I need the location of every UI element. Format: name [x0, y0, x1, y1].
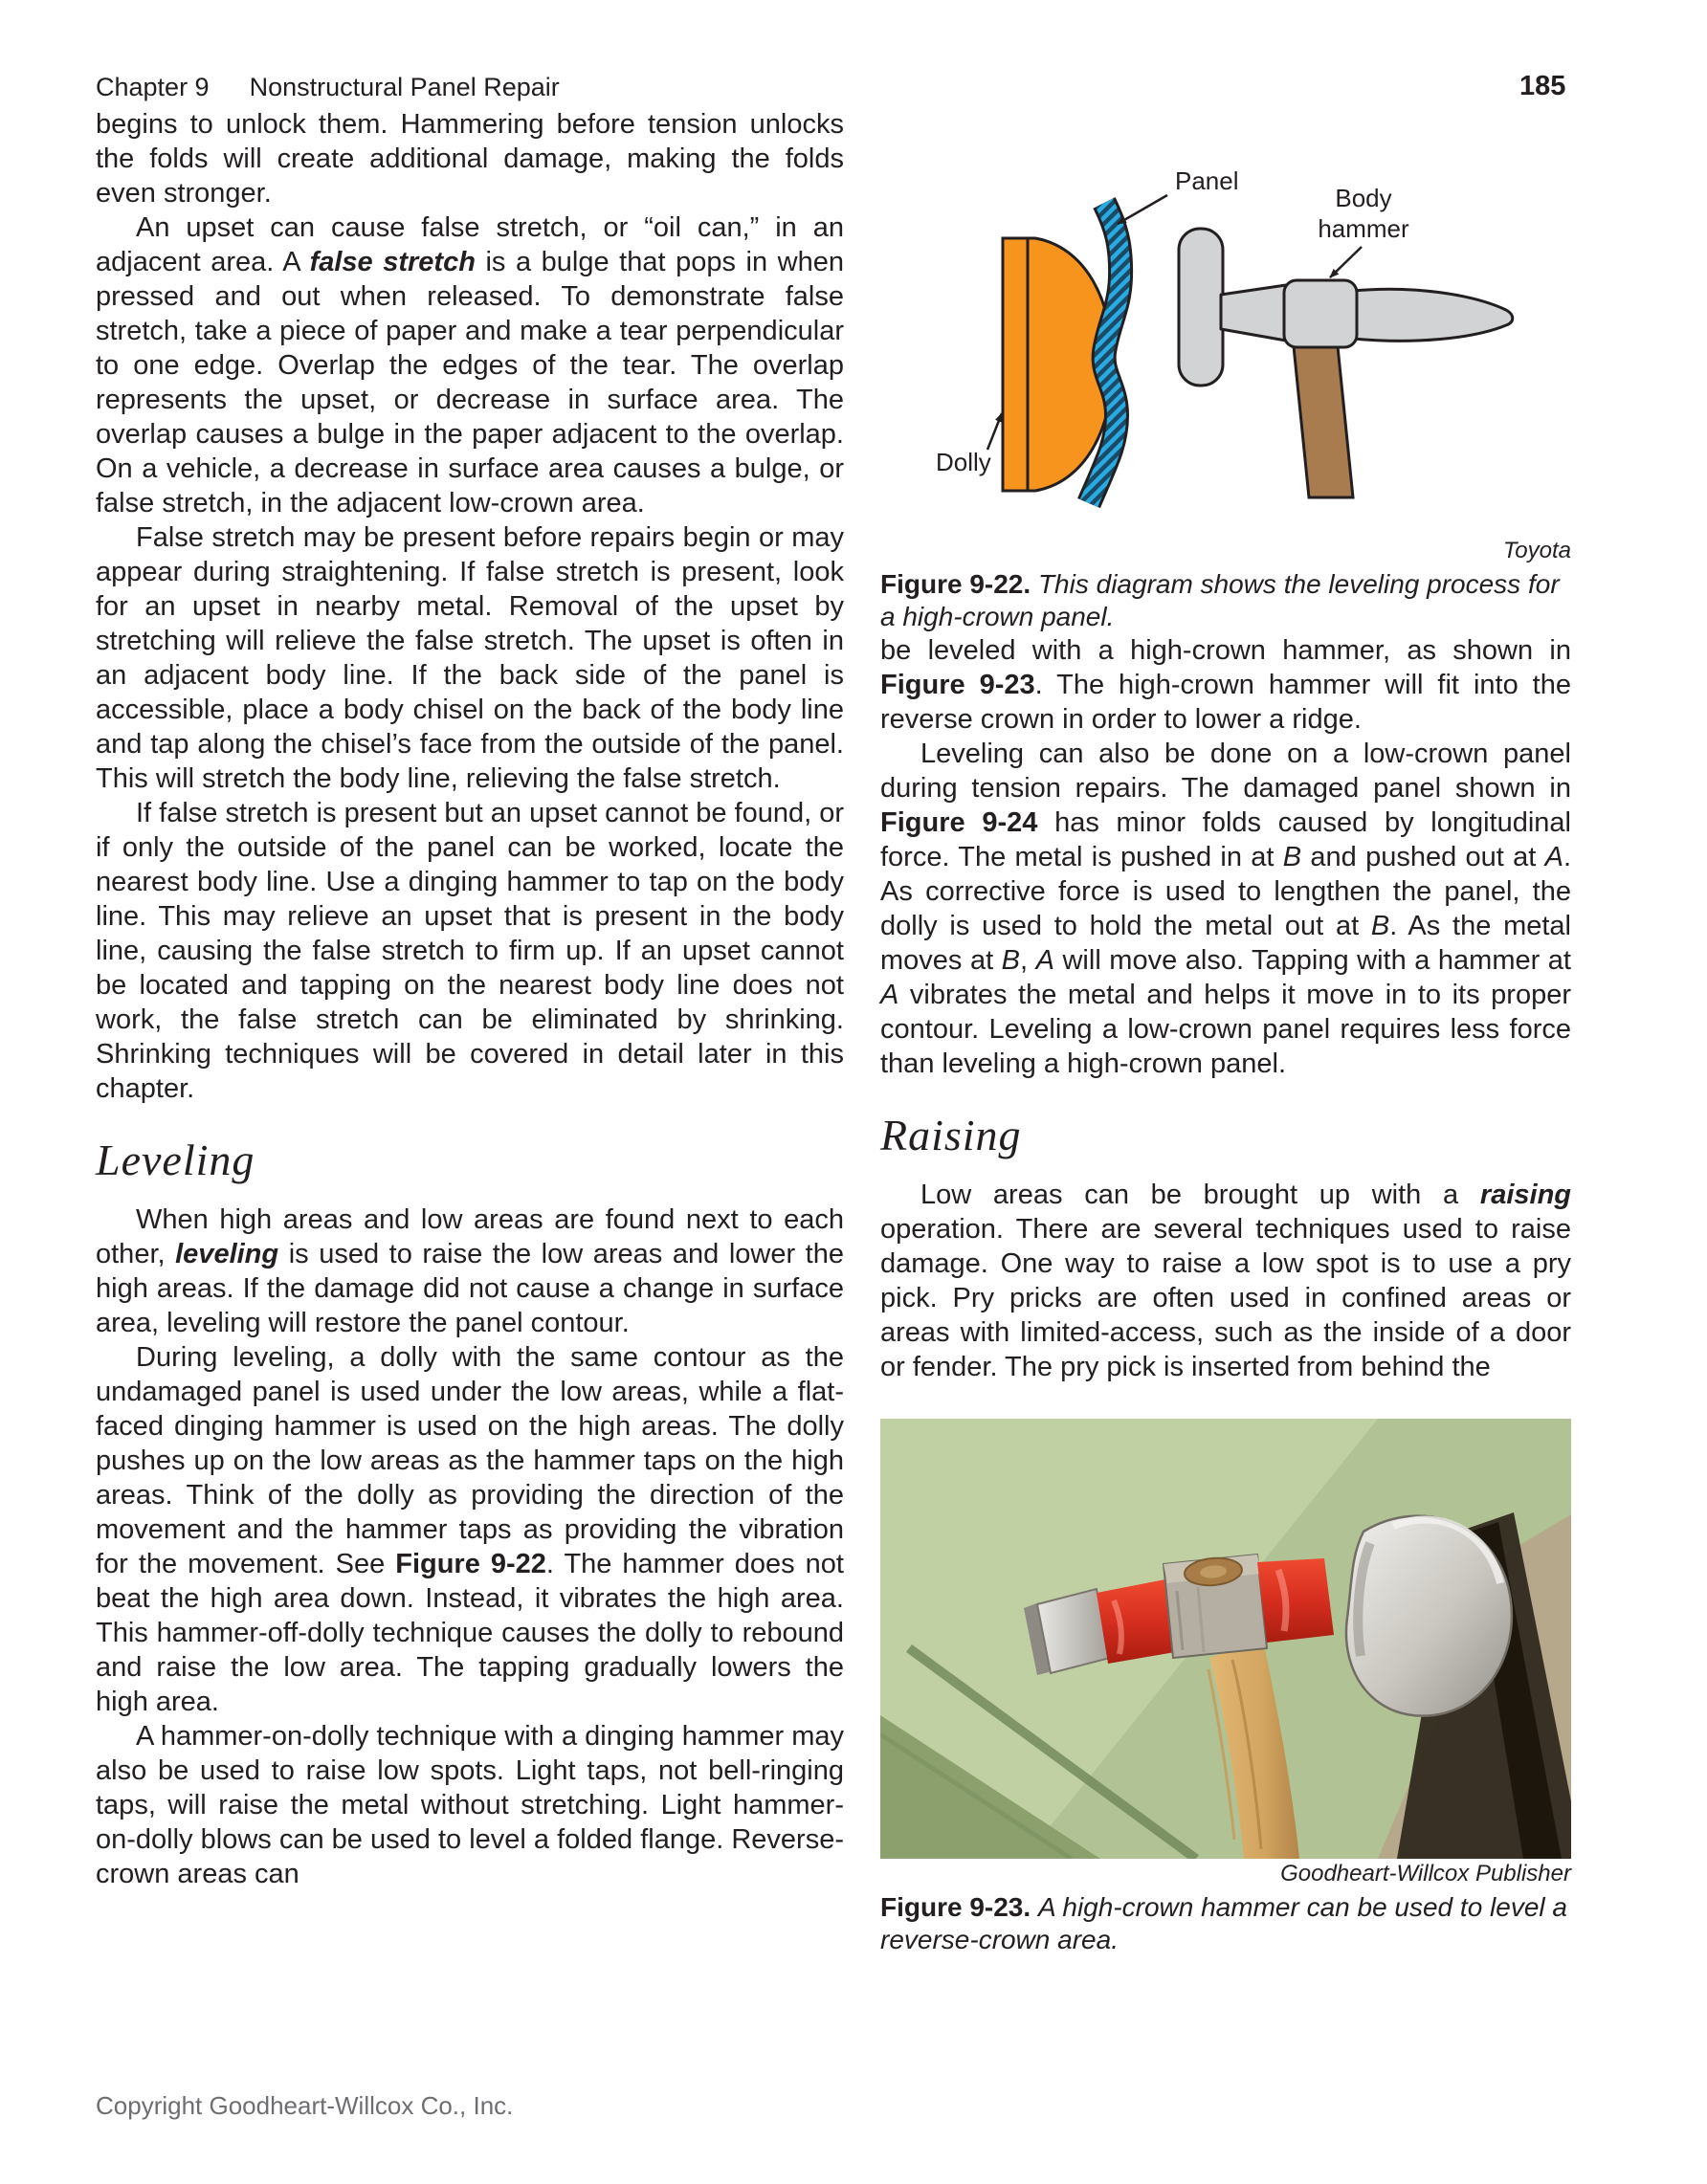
section-heading-raising: Raising — [880, 1111, 1022, 1159]
body-hammer-arrow — [1330, 247, 1362, 277]
paragraph: begins to unlock them. Hammering before tension unlocks the folds will create additional damage, making the folds even stronger. — [96, 109, 844, 209]
chapter-label: Chapter 9 — [96, 73, 210, 101]
paragraph: During leveling, a dolly with the same contour as the undamaged panel is used under the low areas, while a flat-faced dinging hammer is used on the high areas. The dolly pushes up on the low areas as the hammer taps on the high areas. Think of the dolly as providing the direction of the movement and the hammer taps as providing the vibration for the movement. See Figure 9-22. The hammer does not beat the high area down. Instead, it vibrates the high area. This hammer-off-dolly technique causes the dolly to rebound and raise the low area. The tapping gradually lowers the high area. — [96, 1342, 844, 1717]
body-hammer-label: Body — [1335, 184, 1392, 212]
photo-credit: Goodheart-Willcox Publisher — [1280, 1861, 1571, 1886]
dolly-arrow — [987, 413, 1002, 450]
paragraph: If false stretch is present but an upset cannot be found, or if only the outside of the panel can be worked, locate the nearest body line. Use a dinging hammer to tap on the body line. This may relieve an upset that is present in the body line, causing the false stretch to firm up. If an upset cannot be located and tapping on the nearest body line does not work, the false stretch can be eliminated by shrinking. Shrinking techniques will be covered in detail later in this chapter. — [96, 798, 844, 1104]
panel-label: Panel — [1175, 166, 1239, 195]
body-hammer-label-line2: hammer — [1318, 214, 1409, 243]
paragraph: be leveled with a high-crown hammer, as shown in Figure 9-23. The high-crown hammer will fit into the reverse crown in order to lower a ridge. — [880, 635, 1571, 735]
hammer-photo — [880, 1419, 1571, 1859]
paragraph: A hammer-on-dolly technique with a dinging hammer may also be used to raise low spots. Light taps, not bell-ringing taps, will raise the metal without stretching. Light hammer-on-dolly blows can be used to level a folded flange. Reverse-crown areas can — [96, 1721, 844, 1889]
figure-label: Figure 9-23. — [880, 1892, 1031, 1922]
paragraph: An upset can cause false stretch, or “oil can,” in an adjacent area. A false stretch is a bulge that pops in when pressed and out when released. To demonstrate false stretch, take a piece of paper and make a tear perpendicular to one edge. Overlap the edges of the tear. The overlap represents the upset, or decrease in surface area. The overlap causes a bulge in the paper adjacent to the overlap. On a vehicle, a decrease in surface area causes a bulge, or false stretch, in the adjacent low-crown area. — [96, 212, 844, 518]
leveling-diagram — [880, 134, 1571, 536]
figure-9-23 — [880, 1419, 1571, 1956]
panel-arrow — [1118, 195, 1167, 224]
paragraph: Leveling can also be done on a low-crown panel during tension repairs. The damaged panel shown in Figure 9-24 has minor folds caused by longitudinal force. The metal is pushed in at B and pushed out at A. As corrective force is used to lengthen the panel, the dolly is used to hold the metal out at B. As the metal moves at B, A will move also. Tapping with a hammer at A vibrates the metal and helps it move in to its proper contour. Leveling a low-crown panel requires less force than leveling a high-crown panel. — [880, 739, 1571, 1079]
panel-shape — [1089, 203, 1120, 503]
copyright-footer: Copyright Goodheart-Willcox Co., Inc. — [96, 2091, 514, 2120]
figure-credit: Toyota — [1502, 538, 1571, 563]
figure-caption: Figure 9-23. A high-crown hammer can be used to level a reverse-crown area. — [880, 1892, 1567, 1954]
dolly-label: Dolly — [936, 448, 991, 476]
paragraph: When high areas and low areas are found next to each other, leveling is used to raise the low areas and lower the high areas. If the damage did not cause a change in surface area, leveling will restore the panel contour. — [96, 1204, 844, 1338]
page-number: 185 — [1519, 71, 1566, 101]
left-column — [96, 107, 844, 1891]
paragraph: False stretch may be present before repairs begin or may appear during straightening. If false stretch is present, look for an upset in nearby metal. Removal of the upset by stretching will relieve the false stretch. The upset is often in an adjacent body line. If the back side of the panel is accessible, place a body chisel on the back of the body line and tap along the chisel’s face from the outside of the panel. This will stretch the body line, relieving the false stretch. — [96, 522, 844, 794]
paragraph: Low areas can be brought up with a raising operation. There are several techniques used to raise damage. One way to raise a low spot is to use a pry pick. Pry pricks are often used in confined areas or areas with limited-access, such as the inside of a door or fender. The pry pick is inserted from behind the — [880, 1180, 1571, 1382]
page-header — [96, 73, 560, 102]
figure-9-22 — [880, 134, 1571, 633]
figure-caption: Figure 9-22. This diagram shows the leveling process for a high-crown panel. — [880, 569, 1560, 631]
section-heading-leveling: Leveling — [96, 1136, 255, 1184]
chapter-title: Nonstructural Panel Repair — [249, 73, 560, 101]
figure-label: Figure 9-22. — [880, 569, 1031, 599]
body-hammer-shape — [1179, 229, 1513, 497]
right-column — [880, 107, 1571, 1956]
